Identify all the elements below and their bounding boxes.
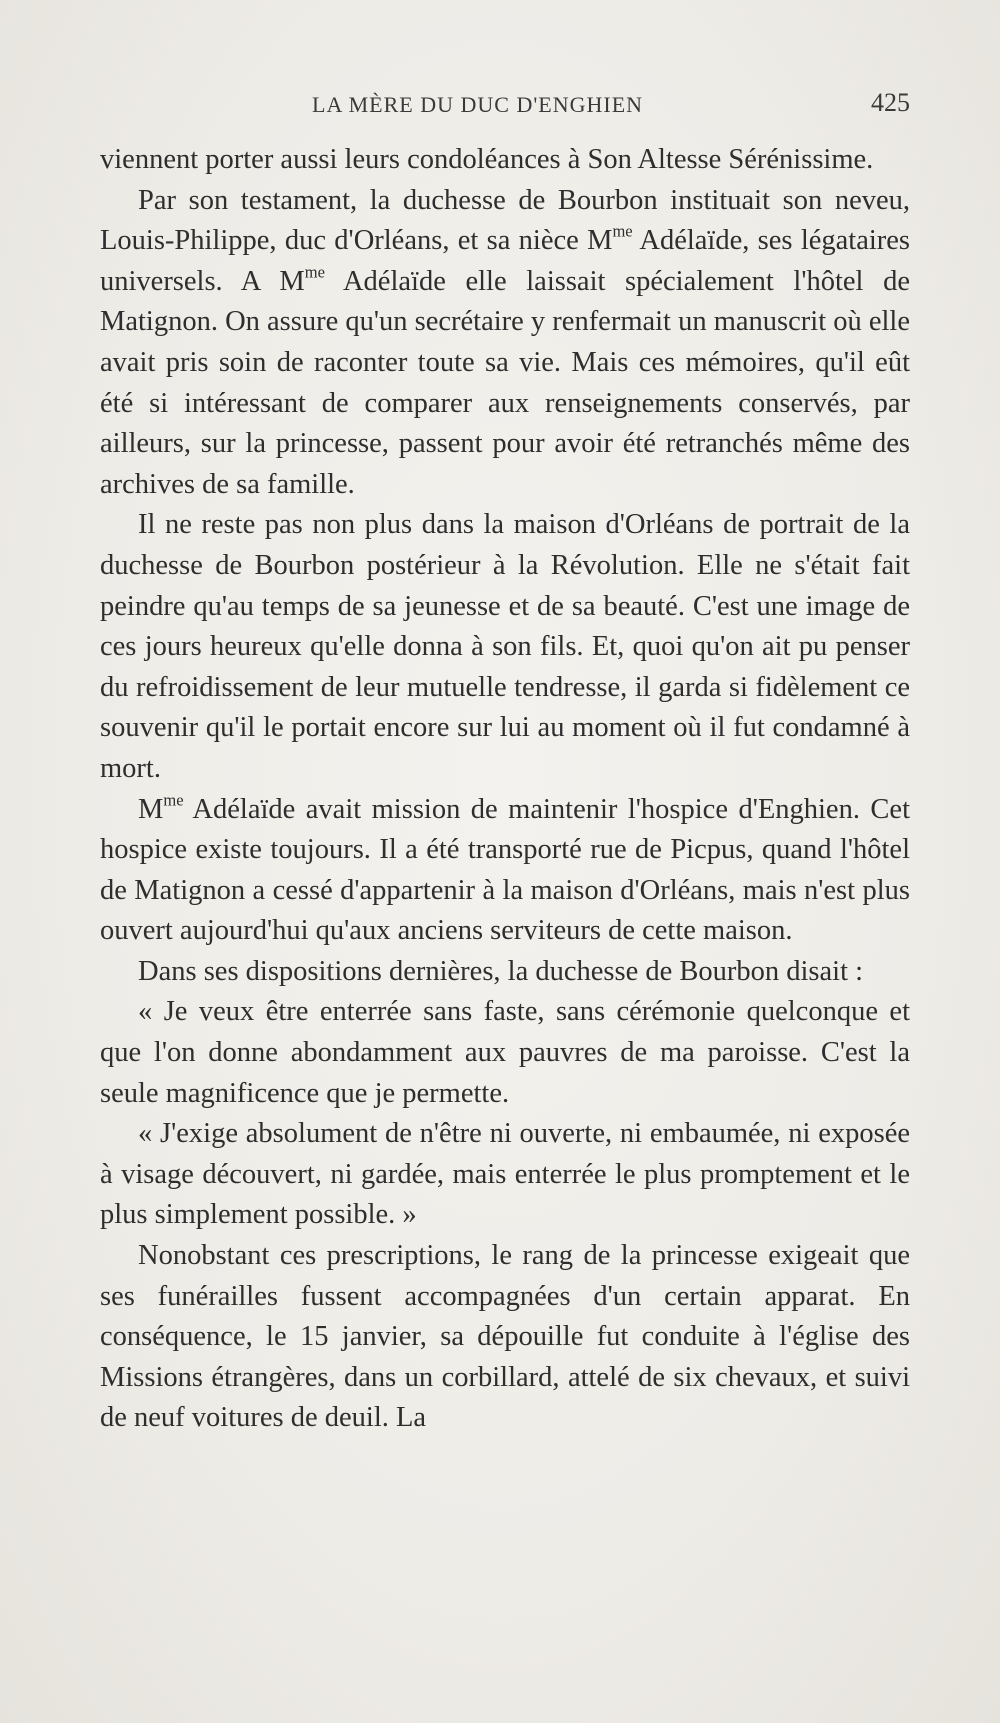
- text-run: Adélaïde elle laissait spécialement l'hôtel de Matignon. On assure qu'un secrétaire y renfermait un manuscrit où elle avait pris soin de raconter toute sa vie. Mais ces mémoires, qu'il eût été si intéressant de comparer aux renseignements conservés, par ailleurs, sur la princesse, passent pour avoir été retranchés même des archives de sa famille.: [100, 265, 910, 500]
- superscript: me: [304, 262, 325, 282]
- text-run: M: [138, 793, 164, 825]
- page-header: [100, 88, 910, 132]
- paragraph: [100, 181, 910, 506]
- paragraph: [100, 1236, 910, 1439]
- body-text: [100, 140, 910, 1439]
- page-number: 425: [871, 88, 910, 117]
- paragraph: [100, 952, 910, 993]
- paragraph: [100, 140, 910, 181]
- text-run: « J'exige absolument de n'être ni ouverte, ni embaumée, ni exposée à visage découvert, ni gardée, mais enterrée le plus promptement et le plus simplement possible. »: [100, 1118, 910, 1231]
- paragraph: [100, 992, 910, 1114]
- text-run: viennent porter aussi leurs condoléances à Son Altesse Sérénissime.: [100, 144, 874, 175]
- text-run: Par son testament, la duchesse de Bourbon instituait son neveu, Louis-Philippe, duc d'Orléans, et sa nièce M: [100, 184, 910, 257]
- paragraph: [100, 1114, 910, 1236]
- running-title: LA MÈRE DU DUC D'ENGHIEN: [312, 92, 644, 117]
- text-run: Nonobstant ces prescriptions, le rang de la princesse exigeait que ses funérailles fussent accompagnées d'un certain apparat. En conséquence, le 15 janvier, sa dépouille fut conduite à l'église des Missions étrangères, dans un corbillard, attelé de six chevaux, et suivi de neuf voitures de deuil. La: [100, 1240, 910, 1434]
- text-run: Il ne reste pas non plus dans la maison d'Orléans de portrait de la duchesse de Bourbon postérieur à la Révolution. Elle ne s'était fait peindre qu'au temps de sa jeunesse et de sa beauté. C'est une image de ces jours heureux qu'elle donna à son fils. Et, quoi qu'on ait pu penser du refroidissement de leur mutuelle tendresse, il garda si fidèlement ce souvenir qu'il le portait encore sur lui au moment où il fut condamné à mort.: [100, 509, 910, 784]
- text-run: Adélaïde, ses légataires universels. A M: [100, 225, 910, 297]
- text-run: « Je veux être enterrée sans faste, sans cérémonie quelconque et que l'on donne abondamment aux pauvres de ma paroisse. C'est la seule magnificence que je permette.: [100, 996, 910, 1109]
- paragraph: [100, 505, 910, 789]
- superscript: me: [163, 790, 184, 810]
- text-run: Adélaïde avait mission de maintenir l'hospice d'Enghien. Cet hospice existe toujours. Il a été transporté rue de Picpus, quand l'hôtel de Matignon a cessé d'appartenir à la maison d'Orléans, mais n'est plus ouvert aujourd'hui qu'aux anciens serviteurs de cette maison.: [100, 793, 910, 947]
- text-run: Dans ses dispositions dernières, la duchesse de Bourbon disait :: [138, 955, 864, 987]
- superscript: me: [612, 221, 633, 241]
- paragraph: [100, 790, 910, 952]
